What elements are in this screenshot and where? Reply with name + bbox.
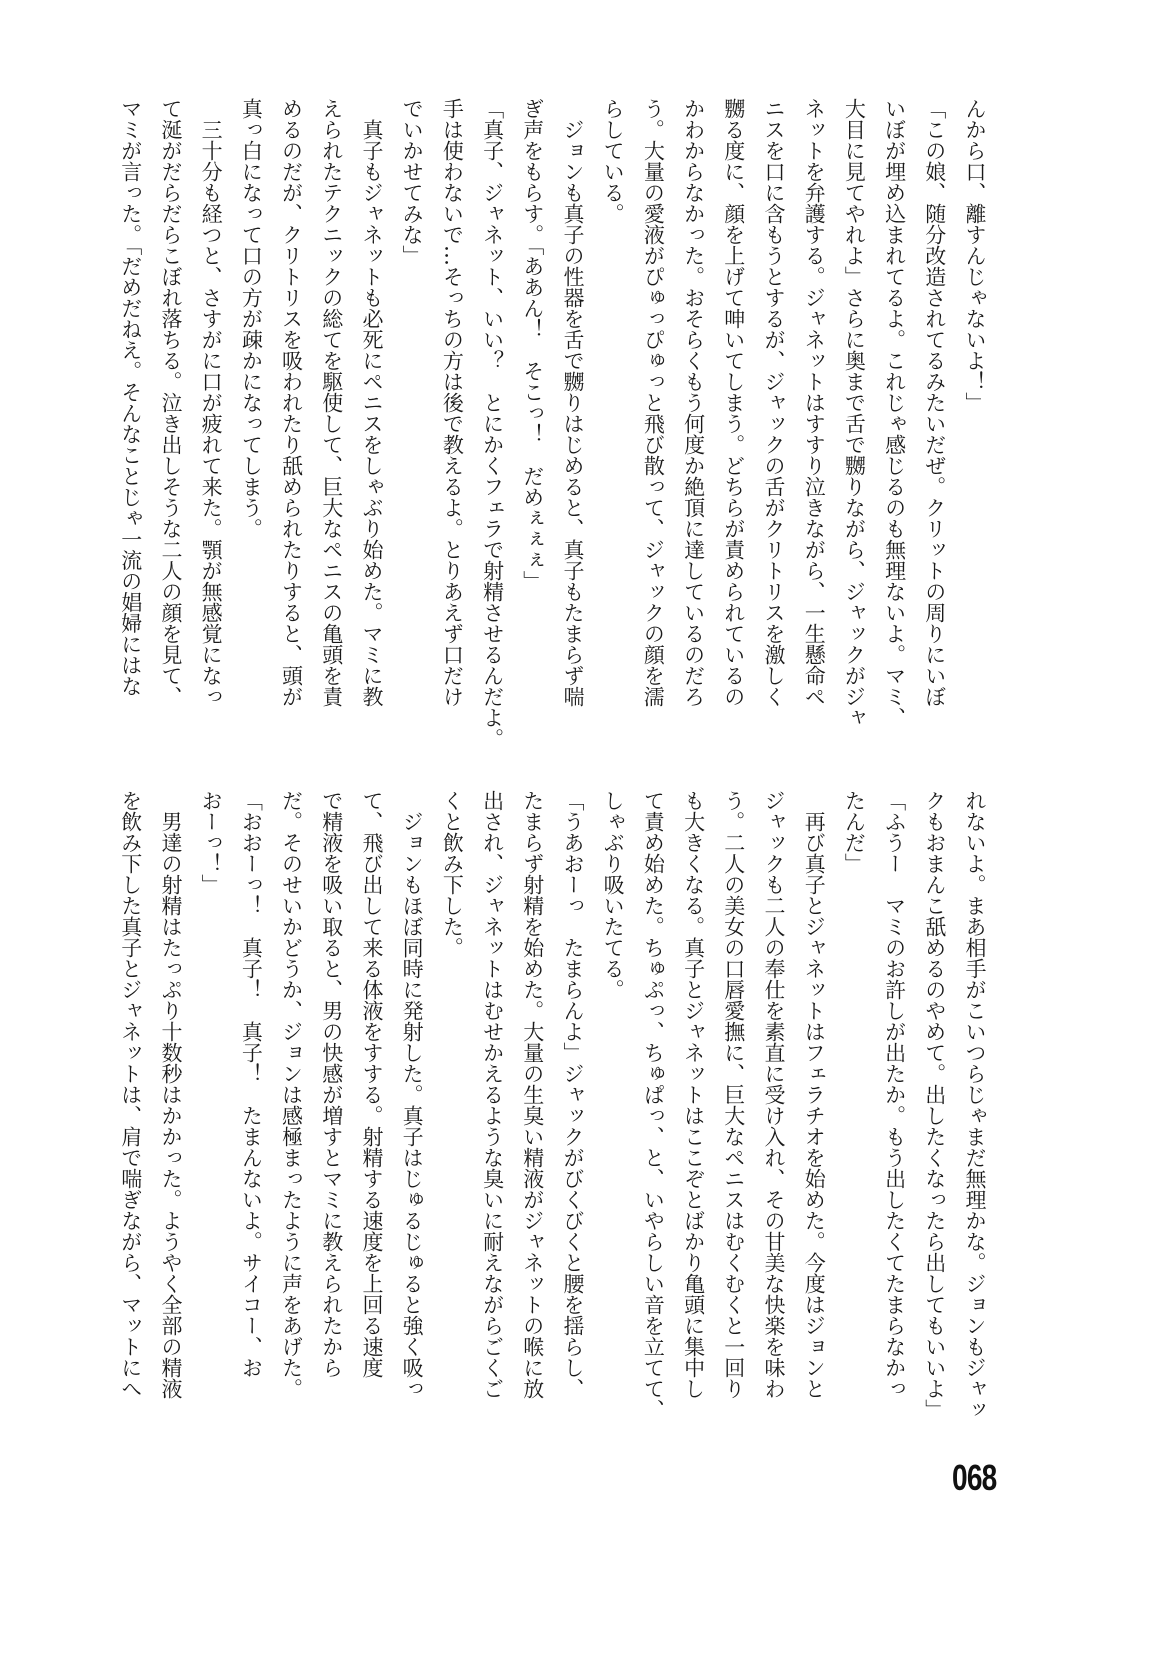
text-column: 大目に見てやれよ」さらに奥まで舌で嬲りながら、ジャックがジャ [842, 98, 867, 728]
page-number: 068 [952, 1457, 997, 1498]
text-column: 「真子、ジャネット、いい？ とにかくフェラで射精させるんだよ。 [480, 98, 505, 749]
text-column: らしている。 [601, 98, 626, 224]
text-column: おーっ！」 [199, 790, 224, 895]
text-column: も大きくなる。真子とジャネットはここぞとばかり亀頭に集中し [681, 790, 706, 1399]
text-column: 男達の射精はたっぷり十数秒はかかった。ようやく全部の精液 [158, 790, 183, 1399]
text-column: 真子もジャネットも必死にペニスをしゃぶり始めた。マミに教 [359, 98, 384, 707]
text-column: しゃぶり吸いたてる。 [601, 790, 626, 1000]
text-column: だ。そのせいかどうか、ジョンは感極まったように声をあげた。 [279, 790, 304, 1399]
text-column: でいかせてみな」 [400, 98, 425, 266]
text-column: で精液を吸い取ると、男の快感が増すとマミに教えられたから [319, 790, 344, 1378]
text-column: て、飛び出して来る体液をすする。射精する速度を上回る速度 [359, 790, 384, 1378]
text-column: めるのだが、クリトリスを吸われたり舐められたりすると、頭が [279, 98, 304, 707]
text-column: くと飲み下した。 [440, 790, 465, 958]
text-column: かわからなかった。おそらくもう何度か絶頂に達しているのだろ [681, 98, 706, 707]
text-column: ジョンも真子の性器を舌で嬲りはじめると、真子もたまらず喘 [560, 98, 585, 707]
text-column: ニスを口に含もうとするが、ジャックの舌がクリトリスを激しく [761, 98, 786, 707]
text-column: ジャックも二人の奉仕を素直に受け入れ、その甘美な快楽を味わ [761, 790, 786, 1399]
text-column: 「ふうー マミのお許しが出たか。もう出したくてたまらなかっ [882, 790, 907, 1399]
text-column: 「この娘、随分改造されてるみたいだぜ。クリットの周りにいぼ [922, 98, 947, 707]
text-column: マミが言った。「だめだねえ。そんなことじゃ一流の娼婦にはな [118, 98, 143, 697]
text-column: 三十分も経つと、さすがに口が疲れて来た。顎が無感覚になっ [199, 98, 224, 707]
text-column: 再び真子とジャネットはフェラチオを始めた。今度はジョンと [802, 790, 827, 1399]
text-column: 真っ白になって口の方が疎かになってしまう。 [239, 98, 264, 539]
text-column: んから口、離すんじゃないよ！」 [963, 98, 987, 413]
text-column: クもおまんこ舐めるのやめて。出したくなったら出してもいいよ」 [922, 790, 947, 1420]
text-column: 「うあおーっ たまらんよ」ジャックがびくびくと腰を揺らし、 [560, 790, 585, 1399]
text-column: れないよ。まあ相手がこいつらじゃまだ無理かな。ジョンもジャッ [963, 790, 987, 1420]
text-column: ぎ声をもらす。「ああん！ そこっ！ だめぇぇぇ」 [520, 98, 545, 592]
text-column: 出され、ジャネットはむせかえるような臭いに耐えながらごくご [480, 790, 505, 1399]
text-column: を飲み下した真子とジャネットは、肩で喘ぎながら、マットにへ [118, 790, 143, 1399]
text-column: て涎がだらだらこぼれ落ちる。泣き出しそうな二人の顔を見て、 [158, 98, 183, 707]
text-column: 「おおーっ！ 真子！ 真子！ たまんないよ。サイコー、お [239, 790, 264, 1378]
text-column: 手は使わないで…そっちの方は後で教えるよ。とりあえず口だけ [440, 98, 465, 707]
text-column: う。二人の美女の口唇愛撫に、巨大なペニスはむくむくと一回り [721, 790, 746, 1399]
text-column: て責め始めた。ちゅぷっ、ちゅぱっ、と、いやらしい音を立てて、 [641, 790, 666, 1420]
text-column: たんだ」 [842, 790, 867, 874]
text-column: う。大量の愛液がぴゅっぴゅっと飛び散って、ジャックの顔を濡 [641, 98, 666, 707]
text-column: ジョンもほぼ同時に発射した。真子はじゅるじゅると強く吸っ [400, 790, 425, 1399]
text-column: たまらず射精を始めた。大量の生臭い精液がジャネットの喉に放 [520, 790, 545, 1399]
text-column: いぼが埋め込まれてるよ。これじゃ感じるのも無理ないよ。マミ、 [882, 98, 907, 728]
text-column: えられたテクニックの総てを駆使して、巨大なペニスの亀頭を責 [319, 98, 344, 707]
text-block-bottom [111, 790, 995, 1420]
text-block-top [111, 98, 995, 749]
text-column: 嬲る度に、顔を上げて呻いてしまう。どちらが責められているの [721, 98, 746, 707]
text-column: ネットを弁護する。ジャネットはすすり泣きながら、一生懸命ペ [802, 98, 827, 707]
